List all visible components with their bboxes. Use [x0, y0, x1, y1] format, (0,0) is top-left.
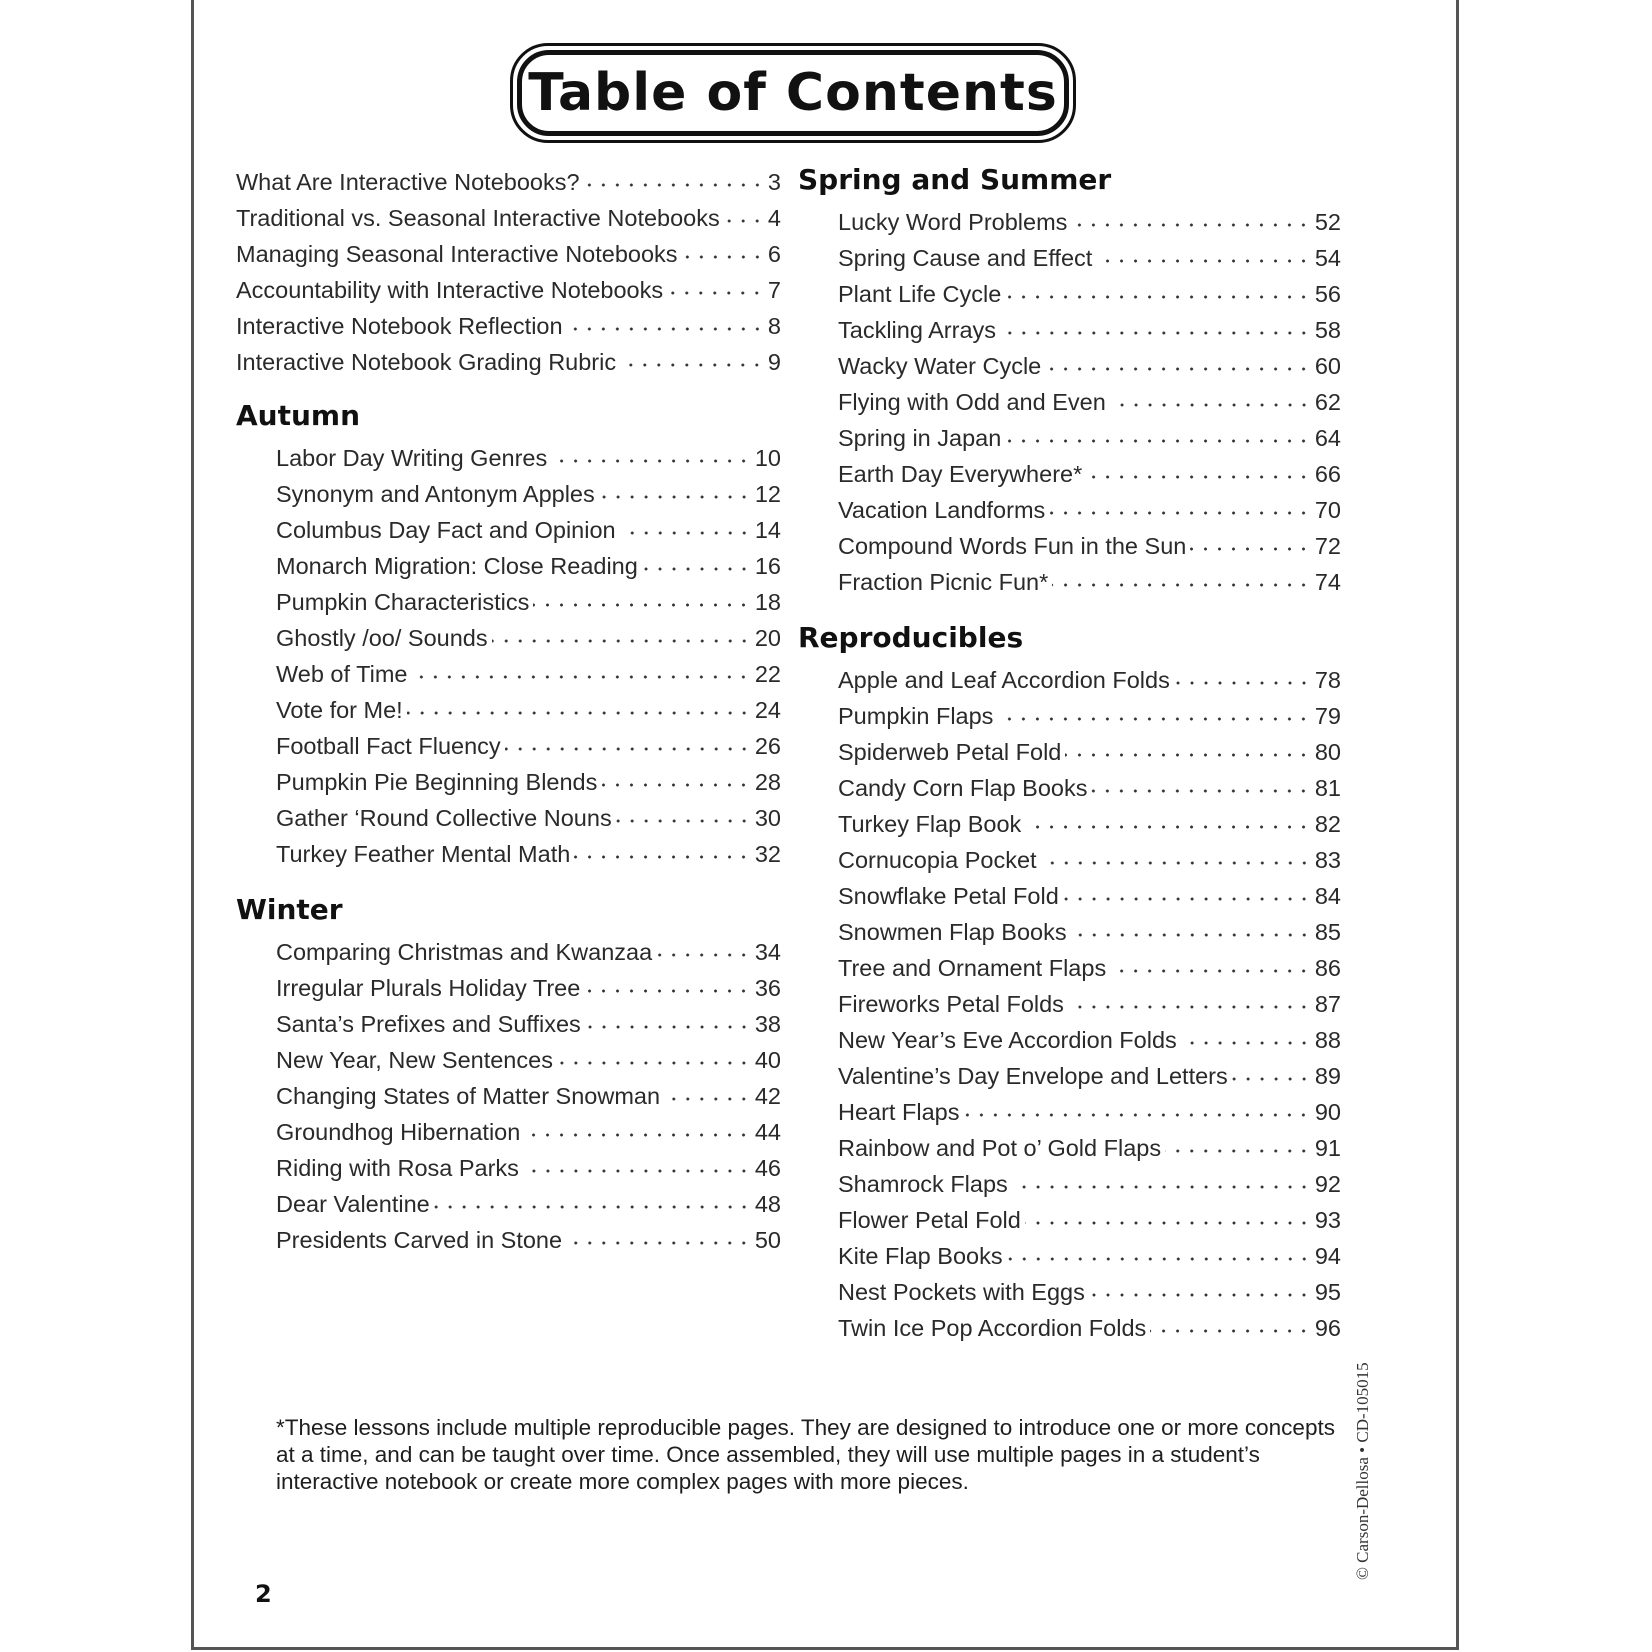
toc-entry: [798, 982, 1341, 1018]
section-heading-reproducibles: Reproducibles: [798, 621, 1024, 654]
toc-entry: [236, 232, 781, 268]
toc-entry-page: 86: [1314, 955, 1341, 981]
toc-entry-page: 34: [754, 939, 781, 965]
dot-leader: [1041, 838, 1311, 868]
toc-entry-title: Apple and Leaf Accordion Folds: [838, 667, 1170, 693]
toc-entry-page: 14: [754, 517, 781, 543]
page-number: 2: [255, 1580, 272, 1608]
dot-leader: [411, 652, 750, 682]
toc-entry-page: 50: [754, 1227, 781, 1253]
toc-entry: [236, 1110, 781, 1146]
toc-entry-title: Changing States of Matter Snowman: [276, 1083, 661, 1109]
toc-left-column: [236, 160, 781, 1254]
toc-entry: [798, 344, 1341, 380]
toc-entry-page: 10: [754, 445, 781, 471]
toc-entry-page: 36: [754, 975, 781, 1001]
intro-list: [236, 160, 781, 376]
dot-leader: [584, 160, 764, 190]
toc-entry-title: Turkey Flap Book: [838, 811, 1022, 837]
dot-leader: [1049, 488, 1311, 518]
dot-leader: [997, 694, 1310, 724]
toc-entry-title: Santa’s Prefixes and Suffixes: [276, 1011, 581, 1037]
toc-entry: [236, 616, 781, 652]
toc-entry: [236, 1002, 781, 1038]
toc-entry: [236, 652, 781, 688]
toc-entry-page: 90: [1314, 1099, 1341, 1125]
toc-entry-title: Pumpkin Flaps: [838, 703, 994, 729]
toc-entry-page: 60: [1314, 353, 1341, 379]
toc-entry: [798, 200, 1341, 236]
toc-entry-title: Kite Flap Books: [838, 1243, 1003, 1269]
section-heading-spring-summer: Spring and Summer: [798, 163, 1112, 196]
dot-leader: [551, 436, 751, 466]
toc-entry-page: 87: [1314, 991, 1341, 1017]
dot-leader: [656, 930, 751, 960]
toc-entry-page: 80: [1314, 739, 1341, 765]
dot-leader: [585, 1002, 751, 1032]
dot-leader: [1005, 416, 1311, 446]
toc-entry-page: 12: [754, 481, 781, 507]
toc-entry: [236, 580, 781, 616]
toc-entry: [236, 268, 781, 304]
toc-entry-title: Twin Ice Pop Accordion Folds: [838, 1315, 1147, 1341]
toc-entry-page: 9: [767, 349, 781, 375]
dot-leader: [616, 796, 751, 826]
dot-leader: [1025, 1198, 1311, 1228]
toc-entry-title: Interactive Notebook Reflection: [236, 313, 563, 339]
toc-entry-title: New Year, New Sentences: [276, 1047, 553, 1073]
toc-entry: [798, 1054, 1341, 1090]
toc-entry: [236, 796, 781, 832]
toc-entry: [798, 658, 1341, 694]
toc-entry: [236, 1074, 781, 1110]
dot-leader: [667, 268, 764, 298]
toc-entry: [798, 488, 1341, 524]
toc-entry-page: 88: [1314, 1027, 1341, 1053]
toc-entry-title: Spring Cause and Effect: [838, 245, 1093, 271]
toc-entry-title: Spring in Japan: [838, 425, 1002, 451]
toc-entry-page: 96: [1314, 1315, 1341, 1341]
section-heading-autumn: Autumn: [236, 399, 361, 432]
dot-leader: [567, 304, 764, 334]
dot-leader: [601, 760, 750, 790]
dot-leader: [1012, 1162, 1311, 1192]
toc-entry: [236, 304, 781, 340]
toc-entry-page: 92: [1314, 1171, 1341, 1197]
dot-leader: [1190, 524, 1311, 554]
toc-entry: [236, 930, 781, 966]
toc-entry-page: 22: [754, 661, 781, 687]
toc-entry-page: 62: [1314, 389, 1341, 415]
dot-leader: [1045, 344, 1311, 374]
dot-leader: [1005, 272, 1311, 302]
toc-entry-title: Snowflake Petal Fold: [838, 883, 1059, 909]
toc-entry-page: 70: [1314, 497, 1341, 523]
dot-leader: [1150, 1306, 1311, 1336]
toc-entry: [798, 416, 1341, 452]
toc-entry-title: Plant Life Cycle: [838, 281, 1002, 307]
toc-entry: [236, 1182, 781, 1218]
toc-right-column: [798, 160, 1341, 1342]
toc-entry: [798, 308, 1341, 344]
toc-entry-page: 24: [754, 697, 781, 723]
toc-entry: [798, 910, 1341, 946]
toc-entry-page: 58: [1314, 317, 1341, 343]
toc-entry-title: Web of Time: [276, 661, 408, 687]
toc-entry-page: 91: [1314, 1135, 1341, 1161]
toc-entry-title: Cornucopia Pocket: [838, 847, 1037, 873]
toc-entry-title: Tree and Ornament Flaps: [838, 955, 1107, 981]
toc-entry: [798, 1090, 1341, 1126]
dot-leader: [620, 508, 751, 538]
toc-entry: [236, 688, 781, 724]
toc-entry-page: 93: [1314, 1207, 1341, 1233]
dot-leader: [724, 196, 764, 226]
dot-leader: [1052, 560, 1311, 590]
toc-entry: [236, 340, 781, 376]
footnote: *These lessons include multiple reproducible pages. They are designed to introduce one or more concepts at a time, and can be taught over time. Once assembled, they will use multiple pages in a student’s interactive notebook or create more complex pages with more pieces.: [276, 1415, 1335, 1494]
toc-entry: [798, 1270, 1341, 1306]
dot-leader: [664, 1074, 751, 1104]
toc-entry-page: 74: [1314, 569, 1341, 595]
toc-entry: [798, 524, 1341, 560]
toc-entry-page: 66: [1314, 461, 1341, 487]
toc-entry-page: 82: [1314, 811, 1341, 837]
toc-entry: [236, 436, 781, 472]
toc-entry: [236, 832, 781, 868]
dot-leader: [1089, 1270, 1311, 1300]
toc-entry-title: Nest Pockets with Eggs: [838, 1279, 1085, 1305]
toc-entry-title: Dear Valentine: [276, 1191, 430, 1217]
toc-entry: [798, 236, 1341, 272]
dot-leader: [1110, 946, 1311, 976]
dot-leader: [1063, 874, 1311, 904]
toc-entry: [236, 1146, 781, 1182]
toc-entry-title: Fraction Picnic Fun*: [838, 569, 1049, 595]
toc-entry-title: Rainbow and Pot o’ Gold Flaps: [838, 1135, 1162, 1161]
toc-entry-title: Labor Day Writing Genres: [276, 445, 548, 471]
spring-summer-list: [798, 200, 1341, 596]
section-heading-winter: Winter: [236, 893, 343, 926]
toc-entry-title: Tackling Arrays: [838, 317, 997, 343]
autumn-list: [236, 436, 781, 868]
dot-leader: [1091, 766, 1310, 796]
toc-entry-title: Irregular Plurals Holiday Tree: [276, 975, 581, 1001]
toc-entry-title: Synonym and Antonym Apples: [276, 481, 595, 507]
toc-entry: [798, 560, 1341, 596]
toc-entry: [798, 730, 1341, 766]
dot-leader: [492, 616, 751, 646]
toc-entry-title: Managing Seasonal Interactive Notebooks: [236, 241, 678, 267]
toc-entry: [798, 946, 1341, 982]
toc-entry-page: 38: [754, 1011, 781, 1037]
toc-entry-title: Snowmen Flap Books: [838, 919, 1067, 945]
toc-entry: [798, 272, 1341, 308]
toc-entry: [236, 508, 781, 544]
toc-entry: [236, 1218, 781, 1254]
dot-leader: [599, 472, 751, 502]
dot-leader: [963, 1090, 1310, 1120]
dot-leader: [574, 832, 751, 862]
toc-entry-page: 7: [767, 277, 781, 303]
toc-entry: [798, 838, 1341, 874]
toc-entry-page: 46: [754, 1155, 781, 1181]
toc-entry-title: Compound Words Fun in the Sun: [838, 533, 1187, 559]
dot-leader: [524, 1110, 751, 1140]
toc-entry: [798, 694, 1341, 730]
toc-entry-page: 6: [767, 241, 781, 267]
dot-leader: [566, 1218, 751, 1248]
toc-entry-title: Lucky Word Problems: [838, 209, 1068, 235]
dot-leader: [557, 1038, 751, 1068]
toc-entry-page: 40: [754, 1047, 781, 1073]
toc-entry: [798, 874, 1341, 910]
toc-entry: [236, 724, 781, 760]
toc-entry-title: Gather ‘Round Collective Nouns: [276, 805, 612, 831]
dot-leader: [1065, 730, 1310, 760]
dot-leader: [1007, 1234, 1311, 1264]
copyright-credit: © Carson-Dellosa • CD-105015: [1353, 1362, 1372, 1580]
dot-leader: [1071, 200, 1310, 230]
dot-leader: [523, 1146, 751, 1176]
toc-entry-page: 3: [767, 169, 781, 195]
dot-leader: [533, 580, 751, 610]
toc-entry-title: What Are Interactive Notebooks?: [236, 169, 580, 195]
toc-entry: [798, 802, 1341, 838]
toc-entry-title: Flying with Odd and Even: [838, 389, 1106, 415]
toc-entry-page: 89: [1314, 1063, 1341, 1089]
dot-leader: [1181, 1018, 1311, 1048]
toc-entry-title: Riding with Rosa Parks: [276, 1155, 519, 1181]
toc-entry-title: Spiderweb Petal Fold: [838, 739, 1062, 765]
toc-entry-title: Pumpkin Characteristics: [276, 589, 530, 615]
toc-entry-page: 56: [1314, 281, 1341, 307]
toc-entry: [236, 966, 781, 1002]
dot-leader: [407, 688, 751, 718]
toc-entry-title: Vacation Landforms: [838, 497, 1046, 523]
toc-entry: [798, 1198, 1341, 1234]
toc-entry-title: Fireworks Petal Folds: [838, 991, 1064, 1017]
toc-entry-title: Traditional vs. Seasonal Interactive Notebooks: [236, 205, 720, 231]
toc-entry-page: 95: [1314, 1279, 1341, 1305]
toc-entry-page: 81: [1314, 775, 1341, 801]
dot-leader: [642, 544, 751, 574]
reproducibles-list: [798, 658, 1341, 1342]
toc-entry-title: New Year’s Eve Accordion Folds: [838, 1027, 1177, 1053]
toc-entry-page: 78: [1314, 667, 1341, 693]
toc-entry-page: 54: [1314, 245, 1341, 271]
dot-leader: [1025, 802, 1311, 832]
toc-entry-title: Pumpkin Pie Beginning Blends: [276, 769, 598, 795]
toc-entry-title: Shamrock Flaps: [838, 1171, 1008, 1197]
toc-entry-page: 42: [754, 1083, 781, 1109]
toc-entry-title: Groundhog Hibernation: [276, 1119, 521, 1145]
toc-entry: [798, 766, 1341, 802]
toc-entry-page: 8: [767, 313, 781, 339]
toc-entry: [798, 1018, 1341, 1054]
toc-entry-title: Candy Corn Flap Books: [838, 775, 1088, 801]
toc-entry-page: 16: [754, 553, 781, 579]
dot-leader: [682, 232, 764, 262]
dot-leader: [1174, 658, 1311, 688]
toc-entry-page: 28: [754, 769, 781, 795]
toc-entry: [236, 1038, 781, 1074]
toc-entry-title: Heart Flaps: [838, 1099, 960, 1125]
toc-entry-title: Vote for Me!: [276, 697, 403, 723]
toc-entry-page: 52: [1314, 209, 1341, 235]
toc-entry-title: Wacky Water Cycle: [838, 353, 1042, 379]
toc-entry: [236, 544, 781, 580]
page-title: Table of Contents: [517, 50, 1069, 136]
toc-entry-page: 30: [754, 805, 781, 831]
toc-entry-title: Earth Day Everywhere*: [838, 461, 1083, 487]
dot-leader: [1110, 380, 1311, 410]
dot-leader: [584, 966, 751, 996]
toc-entry-title: Comparing Christmas and Kwanzaa: [276, 939, 653, 965]
toc-entry-page: 94: [1314, 1243, 1341, 1269]
toc-entry: [798, 380, 1341, 416]
toc-entry: [798, 452, 1341, 488]
toc-entry-page: 84: [1314, 883, 1341, 909]
toc-entry-page: 85: [1314, 919, 1341, 945]
dot-leader: [434, 1182, 751, 1212]
toc-entry-title: Valentine’s Day Envelope and Letters: [838, 1063, 1228, 1089]
dot-leader: [1232, 1054, 1311, 1084]
dot-leader: [1000, 308, 1311, 338]
dot-leader: [1165, 1126, 1311, 1156]
toc-entry: [236, 760, 781, 796]
toc-entry: [236, 160, 781, 196]
toc-entry-page: 72: [1314, 533, 1341, 559]
toc-entry-title: Monarch Migration: Close Reading: [276, 553, 638, 579]
toc-entry-title: Columbus Day Fact and Opinion: [276, 517, 616, 543]
toc-entry-title: Interactive Notebook Grading Rubric: [236, 349, 617, 375]
toc-entry: [798, 1162, 1341, 1198]
dot-leader: [1096, 236, 1311, 266]
toc-entry-title: Flower Petal Fold: [838, 1207, 1021, 1233]
toc-entry-page: 48: [754, 1191, 781, 1217]
toc-entry-title: Football Fact Fluency: [276, 733, 501, 759]
dot-leader: [1071, 910, 1311, 940]
dot-leader: [620, 340, 764, 370]
dot-leader: [505, 724, 751, 754]
toc-entry: [236, 196, 781, 232]
toc-entry-page: 44: [754, 1119, 781, 1145]
winter-list: [236, 930, 781, 1254]
toc-entry-title: Presidents Carved in Stone: [276, 1227, 563, 1253]
toc-entry: [798, 1234, 1341, 1270]
toc-entry: [798, 1306, 1341, 1342]
toc-entry-page: 26: [754, 733, 781, 759]
toc-entry-page: 32: [754, 841, 781, 867]
toc-entry-page: 20: [754, 625, 781, 651]
toc-entry: [236, 472, 781, 508]
toc-entry-title: Ghostly /oo/ Sounds: [276, 625, 488, 651]
toc-entry-title: Turkey Feather Mental Math: [276, 841, 571, 867]
toc-entry-page: 4: [767, 205, 781, 231]
dot-leader: [1068, 982, 1311, 1012]
toc-entry-page: 79: [1314, 703, 1341, 729]
toc-entry-title: Accountability with Interactive Notebooks: [236, 277, 664, 303]
toc-entry-page: 83: [1314, 847, 1341, 873]
dot-leader: [1086, 452, 1311, 482]
toc-entry: [798, 1126, 1341, 1162]
toc-entry-page: 64: [1314, 425, 1341, 451]
toc-entry-page: 18: [754, 589, 781, 615]
